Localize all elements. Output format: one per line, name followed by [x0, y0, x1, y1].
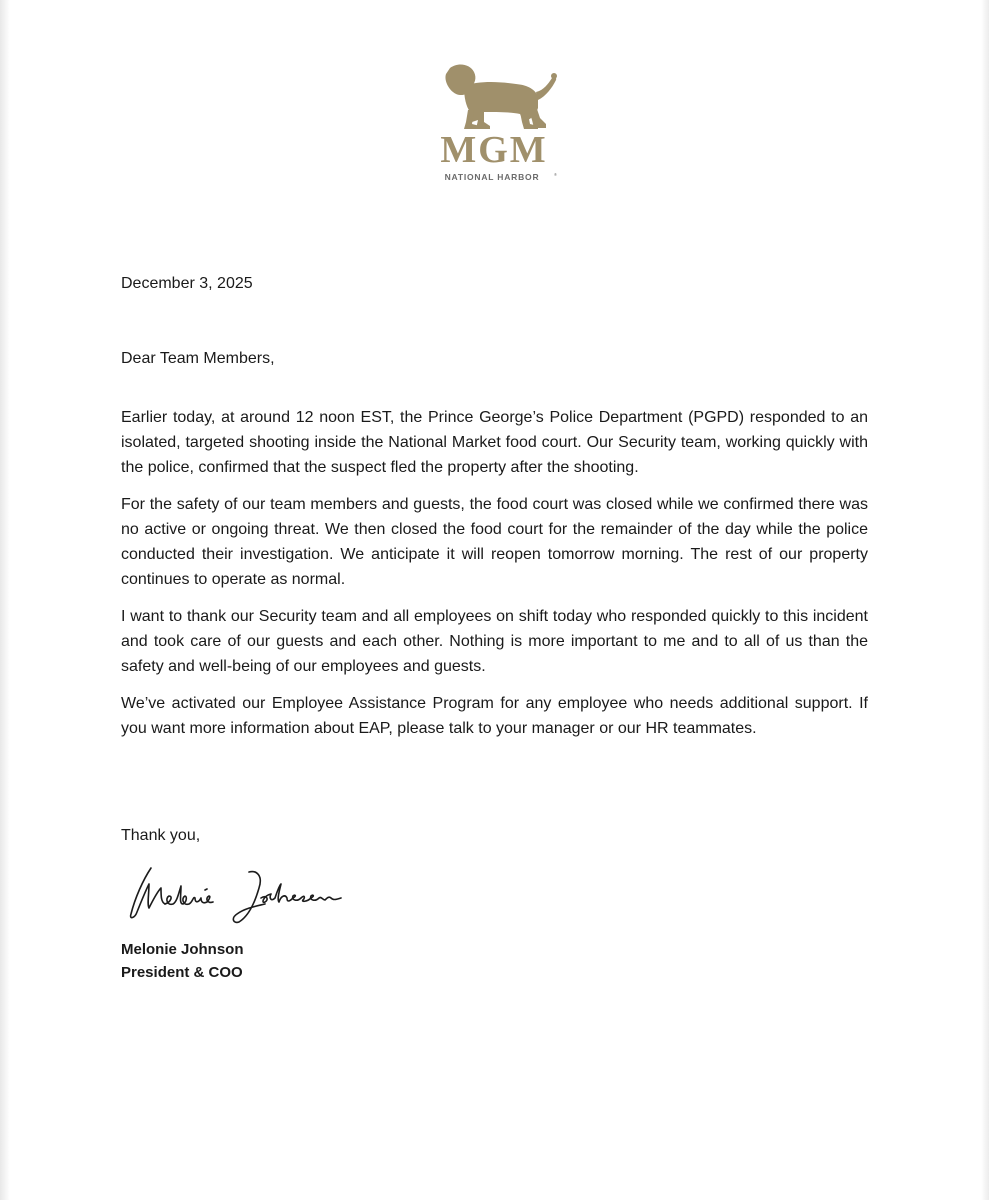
signatory-title: President & COO [121, 964, 243, 981]
letter-closing: Thank you, [121, 827, 201, 844]
body-paragraph: For the safety of our team members and guests, the food court was closed while we confirmed there was no active or ongoing threat. We then closed the food court for the remainder of the day while the police conducted their investigation. We anticipate it will reopen tomorrow morning. The rest of our property continues to operate as normal. [121, 496, 868, 588]
signature-icon [121, 858, 361, 930]
property-name: NATIONAL HARBOR [444, 172, 540, 182]
body-paragraph: Earlier today, at around 12 noon EST, the Prince George’s Police Department (PGPD) responded to an isolated, targeted shooting inside the National Market food court. Our Security team, working quickly with the police, confirmed that the suspect fled the property after the shooting. [121, 409, 868, 476]
trademark-symbol: ® [554, 172, 557, 177]
mgm-national-harbor-logo [420, 62, 568, 186]
letter-salutation: Dear Team Members, [121, 350, 275, 367]
lion-logo-icon [420, 62, 568, 186]
body-paragraph: We’ve activated our Employee Assistance Program for any employee who needs additional support. If you want more information about EAP, please talk to your manager or our HR teammates. [121, 695, 868, 737]
letter-body [121, 405, 868, 753]
page-shadow-left [0, 0, 10, 1200]
body-paragraph: I want to thank our Security team and all employees on shift today who responded quickly to this incident and took care of our guests and each other. Nothing is more important to me and to all of us than the safety and well-being of our employees and guests. [121, 608, 868, 675]
signature-text: Melonie Johnson [121, 858, 129, 859]
signatory-name: Melonie Johnson [121, 941, 244, 958]
brand-wordmark: MGM [440, 129, 548, 171]
handwritten-signature [121, 858, 361, 930]
page-shadow-right [981, 0, 989, 1200]
letter-date: December 3, 2025 [121, 275, 253, 292]
